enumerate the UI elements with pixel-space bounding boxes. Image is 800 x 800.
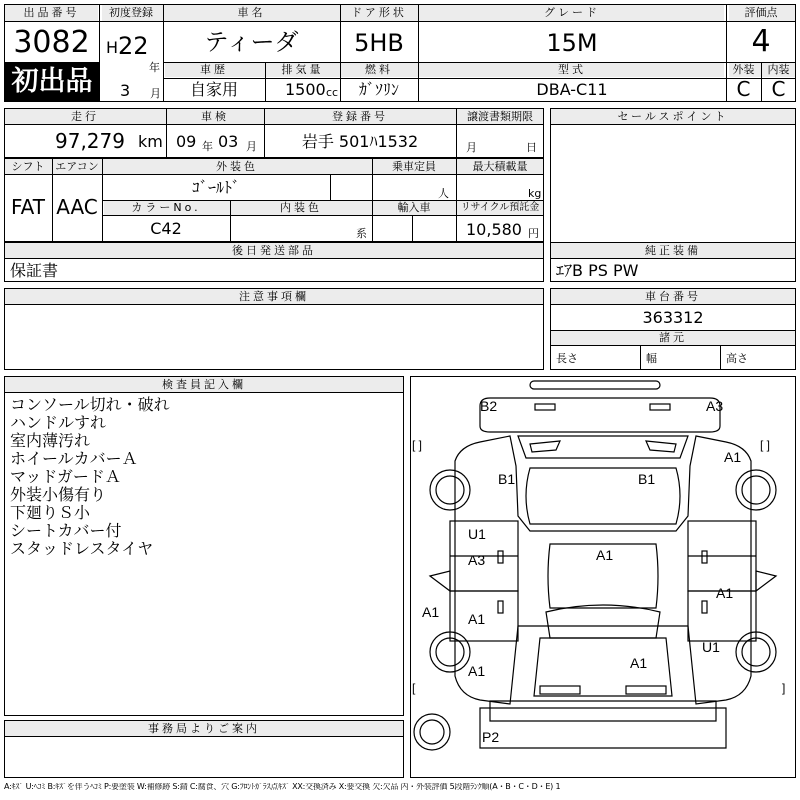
reg-year: 22 xyxy=(118,32,149,60)
year-unit: 年 xyxy=(149,61,160,74)
car-name-label: 車名 xyxy=(237,6,266,19)
first-listing-text: 初出品 xyxy=(11,66,93,97)
import-label: 輸入車 xyxy=(397,201,431,214)
hood xyxy=(534,638,672,696)
color-no-label: カラーNo. xyxy=(131,201,201,214)
ac-value: AAC xyxy=(56,195,98,219)
mileage-unit: km xyxy=(138,132,163,151)
front-bumper-top xyxy=(490,701,716,721)
damage-mark: A3 xyxy=(468,552,486,568)
chassis-label: 車台番号 xyxy=(645,290,701,303)
damage-mark: A1 xyxy=(724,449,742,465)
exterior-color-label: 外装色 xyxy=(216,160,258,173)
grade-label: グレード xyxy=(544,6,600,19)
lot-number-label: 出品番号 xyxy=(23,6,80,19)
interior-color-unit: 系 xyxy=(356,227,367,240)
later-parts-value: 保証書 xyxy=(10,261,59,280)
rear-bumper xyxy=(480,398,720,432)
damage-mark: B2 xyxy=(480,398,498,414)
shift-label: シフト xyxy=(11,160,45,173)
length-label: 長さ xyxy=(556,352,578,365)
roof-panel xyxy=(526,468,680,524)
inspection-month-unit: 月 xyxy=(246,140,257,153)
displacement-unit: cc xyxy=(326,86,339,99)
dims-label: 諸元 xyxy=(659,331,687,344)
damage-mark: A3 xyxy=(706,398,724,414)
rear-bumper-bar xyxy=(530,381,660,389)
history-value: 自家用 xyxy=(189,80,238,99)
height-label: 高さ xyxy=(726,352,748,365)
damage-mark: B1 xyxy=(498,471,516,487)
score-value: 4 xyxy=(751,24,771,59)
first-reg-label: 初度登録 xyxy=(109,6,153,19)
front-bumper xyxy=(480,708,726,748)
int-label: 内装 xyxy=(767,63,790,76)
interior-color-label: 内装色 xyxy=(280,201,322,214)
inspection-label: 車検 xyxy=(201,110,229,123)
door-value: 5HB xyxy=(354,29,404,57)
int-grade: C xyxy=(771,77,786,101)
bracket-right-lower: ] xyxy=(782,681,786,695)
model-label: 型式 xyxy=(558,63,586,76)
rear-glass xyxy=(518,436,688,458)
inspector-note-line: コンソール切れ・破れ xyxy=(10,395,170,414)
lot-number: 3082 xyxy=(13,25,90,60)
chassis-value: 363312 xyxy=(642,308,704,327)
transfer-label: 譲渡書類期限 xyxy=(467,110,533,123)
damage-mark: U1 xyxy=(702,639,720,655)
recycle-unit: 円 xyxy=(528,227,539,240)
damage-mark: A1 xyxy=(422,604,440,620)
exterior-color-value: ｺﾞｰﾙﾄﾞ xyxy=(191,178,240,197)
score-label: 評価点 xyxy=(744,6,778,19)
era-mark: H xyxy=(106,38,119,57)
inspector-notes xyxy=(10,396,400,558)
fuel-label: 燃料 xyxy=(365,63,393,76)
load-label: 最大積載量 xyxy=(472,160,528,173)
damage-mark: A1 xyxy=(468,663,486,679)
damage-mark: B1 xyxy=(638,471,656,487)
damage-mark: A1 xyxy=(468,611,486,627)
later-parts-label: 後日発送部品 xyxy=(232,244,316,257)
rear-lamp-left xyxy=(535,404,555,410)
inspector-label: 検査員記入欄 xyxy=(162,378,246,391)
equipment-label: 純正装備 xyxy=(645,244,701,257)
legend-footer: A:ｷｽﾞ U:ﾍｺﾐ B:ｷｽﾞを伴うﾍｺﾐ P:要塗装 W:補修跡 S:錆 C:腐食、穴 G:ﾌﾛﾝﾄｶﾞﾗｽ点ｷｽﾞ XX:交換済み X:要交換 欠:欠品 内・外装評価 5段階ﾗﾝｸ順(A・B・C・D・E) 1 xyxy=(4,783,561,791)
inspector-note-line: ホイールカバーＡ xyxy=(10,449,138,468)
sales-points-label: セールスポイント xyxy=(617,110,729,123)
car-damage-diagram xyxy=(410,376,796,778)
month-unit: 月 xyxy=(150,87,161,100)
equipment-value: ｴｱB PS PW xyxy=(556,261,639,280)
plate-value: 岩手 501ﾊ1532 xyxy=(301,132,419,151)
color-no-value: C42 xyxy=(150,219,182,238)
reg-month: 3 xyxy=(120,81,131,100)
history-label: 車歴 xyxy=(200,63,228,76)
windshield xyxy=(546,605,660,638)
mileage-value: 97,279 xyxy=(55,129,125,153)
damage-mark: A1 xyxy=(596,547,614,563)
shift-value: FAT xyxy=(10,195,45,219)
fuel-value: ｶﾞｿﾘﾝ xyxy=(358,80,399,99)
inspection-month: 03 xyxy=(218,132,239,151)
inspector-note-line: ハンドルすれ xyxy=(10,413,107,432)
rear-lamp-right xyxy=(650,404,670,410)
inspection-year: 09 xyxy=(176,132,197,151)
ext-grade: C xyxy=(736,77,751,101)
model-value: DBA-C11 xyxy=(536,80,608,99)
door-label: ドア形状 xyxy=(351,6,407,19)
displacement-label: 排気量 xyxy=(281,63,324,76)
transfer-day: 日 xyxy=(526,141,537,154)
capacity-label: 乗車定員 xyxy=(392,160,436,173)
capacity-unit: 人 xyxy=(438,187,449,200)
bracket-right: [ ] xyxy=(760,438,771,452)
inspector-note-line: スタッドレスタイヤ xyxy=(10,539,154,558)
damage-mark: U1 xyxy=(468,526,486,542)
inspector-note-line: シートカバー付 xyxy=(10,521,122,540)
inspection-year-unit: 年 xyxy=(202,140,213,153)
inspector-note-line: 下廻りＳ小 xyxy=(10,503,91,522)
damage-mark: A1 xyxy=(630,655,648,671)
grade-value: 15M xyxy=(546,29,598,57)
notes-label: 注意事項欄 xyxy=(239,290,309,303)
load-unit: kg xyxy=(528,187,542,200)
ac-label: エアコン xyxy=(55,160,99,173)
bracket-left-lower: [ xyxy=(412,681,416,695)
displacement-value: 1500 xyxy=(285,80,326,99)
inspector-note-line: マッドガードＡ xyxy=(10,467,121,486)
mileage-label: 走行 xyxy=(71,110,99,123)
ext-label: 外装 xyxy=(732,63,755,76)
inspector-note-line: 外装小傷有り xyxy=(10,485,107,504)
transfer-month: 月 xyxy=(466,141,477,154)
damage-mark: A1 xyxy=(716,585,734,601)
width-label: 幅 xyxy=(646,352,657,365)
office-label: 事務局よりご案内 xyxy=(148,722,260,735)
recycle-value: 10,580 xyxy=(466,220,522,239)
sales-points-box xyxy=(550,108,796,256)
plate-label: 登録番号 xyxy=(332,110,388,123)
car-name: ティーダ xyxy=(204,28,299,56)
bracket-left: [ ] xyxy=(412,438,423,452)
damage-mark: P2 xyxy=(482,729,500,745)
inspector-note-line: 室内薄汚れ xyxy=(10,431,91,450)
recycle-label: リサイクル預託金 xyxy=(460,202,540,213)
